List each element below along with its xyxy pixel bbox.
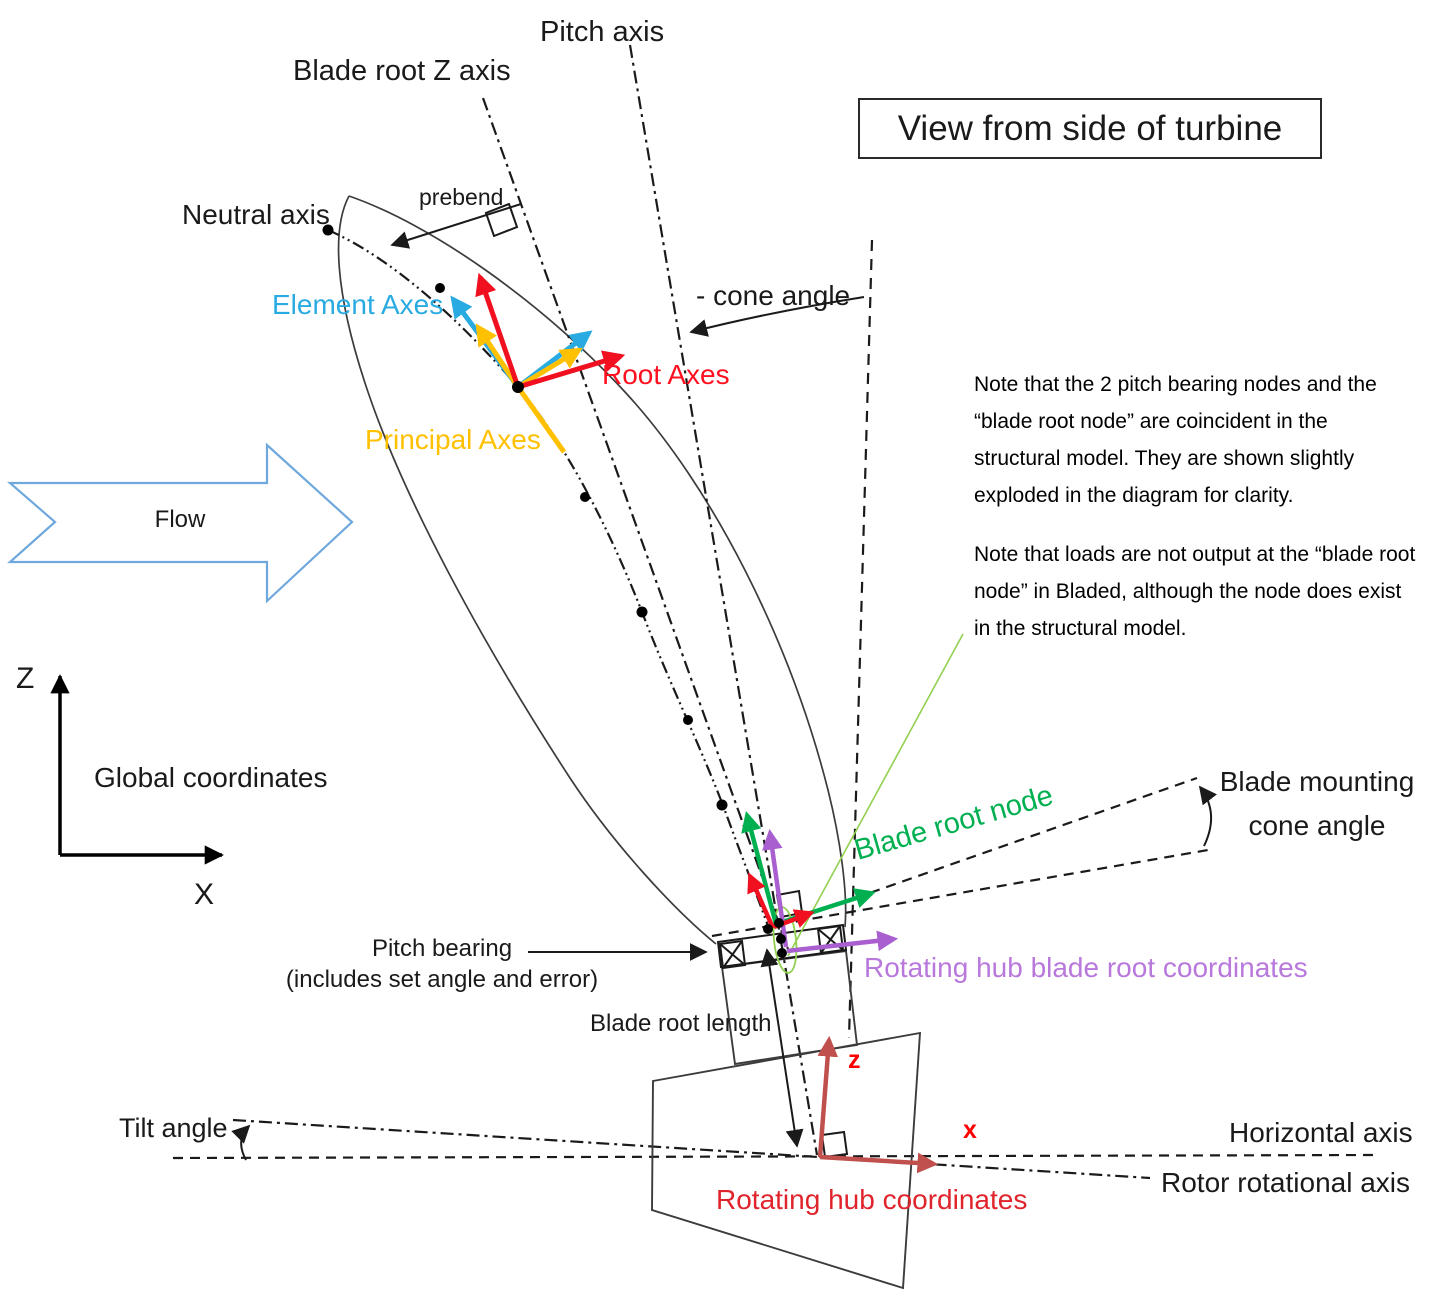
cone-angle-label: - cone angle: [696, 280, 851, 311]
horizontal-axis-label: Horizontal axis: [1229, 1117, 1413, 1148]
cone-reference-line: [849, 240, 872, 1038]
pitch-bearing-line1: Pitch bearing: [371, 935, 513, 962]
blade-mounting-line1: Blade mounting: [1219, 766, 1415, 797]
blade-mounting-line2: cone angle: [1248, 810, 1386, 841]
blade-root-length-label: Blade root length: [590, 1010, 772, 1037]
element-axes-label: Element Axes: [272, 289, 444, 320]
node-highlight: [771, 634, 963, 974]
tilt-angle-label: Tilt angle: [119, 1113, 228, 1143]
horizontal-axis-line: [173, 1155, 1373, 1158]
global-coordinates-label: Global coordinates: [94, 762, 328, 793]
hub-axes-arrows: [820, 1040, 934, 1164]
global-x-label: X: [194, 878, 215, 911]
blade-mounting-cone-lines: [712, 778, 1208, 936]
pitch-axis-label: Pitch axis: [540, 16, 665, 48]
pitch-axis-line: [630, 45, 817, 1155]
rotor-rotational-axis-label: Rotor rotational axis: [1161, 1167, 1411, 1198]
note-coincident-nodes: Note that the 2 pitch bearing nodes and the “blade root node” are coincident in the structural model. They are shown slightly exploded in the diagram for clarity.: [974, 373, 1377, 507]
neutral-axis-line: [328, 230, 768, 926]
note-loads-not-output: Note that loads are not output at the “blade root node” in Bladed, although the node does exist in the structural model.: [974, 543, 1416, 640]
node-dots: [323, 225, 788, 959]
rotating-hub-coordinates-label: Rotating hub coordinates: [716, 1184, 1028, 1215]
tilt-angle-arc: [241, 1126, 249, 1160]
pitch-bearing-label: [283, 933, 601, 995]
prebend-label: prebend: [419, 184, 504, 210]
rotating-hub-blade-root-label: Rotating hub blade root coordinates: [864, 952, 1308, 983]
hub-z-axis-label: z: [848, 1046, 861, 1074]
global-z-label: Z: [16, 662, 35, 695]
view-title: View from side of turbine: [858, 98, 1322, 159]
hub-body: [652, 951, 920, 1288]
root-axes-label: Root Axes: [602, 359, 730, 390]
blade-root-z-axis-line: [483, 98, 789, 952]
blade-mounting-cone-angle-label: [1203, 760, 1431, 848]
blade-root-length-arrow: [767, 950, 797, 1146]
hub-right-angle: [822, 1132, 847, 1157]
blade-root-node-label: Blade root node: [851, 779, 1057, 867]
pitch-bearing-line2: (includes set angle and error): [285, 966, 599, 993]
rotor-rotational-axis-line: [233, 1120, 1150, 1178]
flow-label: Flow: [154, 506, 206, 533]
hub-x-axis-label: x: [963, 1116, 977, 1144]
principal-axes-label: Principal Axes: [365, 424, 541, 455]
neutral-axis-label: Neutral axis: [182, 199, 330, 230]
blade-root-z-axis-label: Blade root Z axis: [293, 55, 511, 87]
